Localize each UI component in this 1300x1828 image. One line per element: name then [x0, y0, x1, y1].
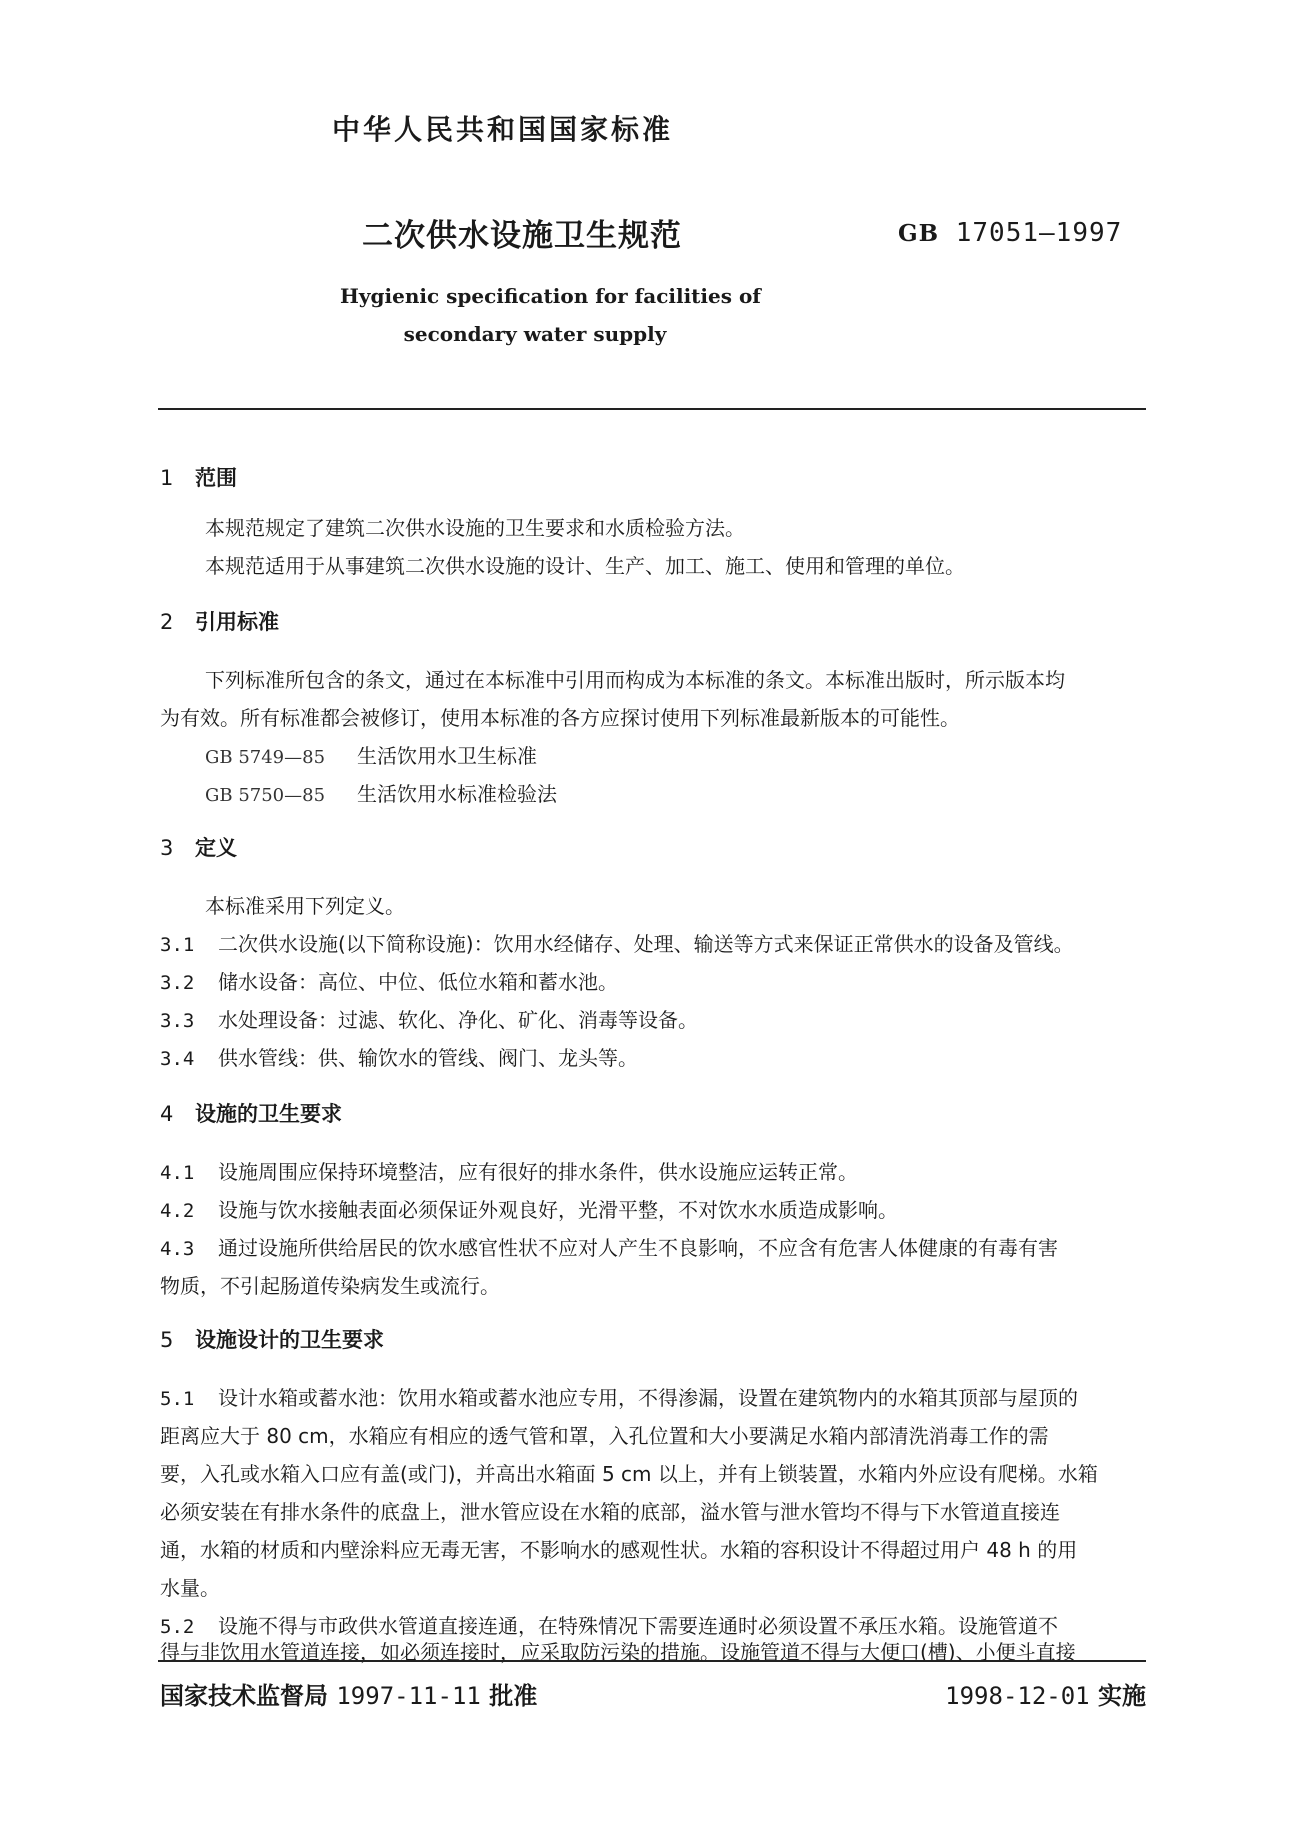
paragraph: 为有效。所有标准都会被修订，使用本标准的各方应探讨使用下列标准最新版本的可能性。 [160, 706, 960, 730]
section-title: 范围 [195, 466, 237, 490]
paragraph-line: 水量。 [160, 1576, 220, 1600]
item-number: 4.2 [160, 1200, 195, 1222]
section-title: 设施的卫生要求 [195, 1102, 342, 1126]
footer-effective [945, 1676, 1146, 1711]
document-code [898, 218, 1122, 248]
item-number: 3.2 [160, 972, 195, 994]
paragraph: 本标准采用下列定义。 [205, 894, 405, 918]
section-heading-3 [160, 832, 237, 862]
section-heading-2 [160, 606, 279, 636]
english-title-line1: Hygienic specification for facilities of [340, 284, 761, 308]
section-heading-1 [160, 462, 237, 492]
reference-item [205, 740, 537, 769]
approve-date: 1997-11-11 [336, 1682, 481, 1710]
item-text: 水处理设备：过滤、软化、净化、矿化、消毒等设备。 [218, 1008, 698, 1032]
section-title: 引用标准 [195, 610, 279, 634]
item-text: 供水管线：供、输饮水的管线、阀门、龙头等。 [218, 1046, 638, 1070]
section-title: 定义 [195, 836, 237, 860]
item-text: 通过设施所供给居民的饮水感官性状不应对人产生不良影响，不应含有危害人体健康的有毒有害 [218, 1236, 1058, 1260]
section-title: 设施设计的卫生要求 [195, 1328, 384, 1352]
requirement-item [160, 1232, 1058, 1261]
paragraph: 本规范适用于从事建筑二次供水设施的设计、生产、加工、施工、使用和管理的单位。 [205, 554, 965, 578]
paragraph-line: 要，入孔或水箱入口应有盖(或门)，并高出水箱面 5 cm 以上，并有上锁装置，水箱内外应设有爬梯。水箱 [160, 1462, 1098, 1486]
section-number: 4 [160, 1102, 174, 1126]
paragraph: 本规范规定了建筑二次供水设施的卫生要求和水质检验方法。 [205, 516, 745, 540]
paragraph-continuation: 物质，不引起肠道传染病发生或流行。 [160, 1274, 500, 1298]
section-heading-4 [160, 1098, 342, 1128]
item-text: 设施与饮水接触表面必须保证外观良好，光滑平整，不对饮水水质造成影响。 [218, 1198, 898, 1222]
definition-item [160, 1042, 638, 1071]
item-number: 5.2 [160, 1616, 195, 1638]
item-text: 储水设备：高位、中位、低位水箱和蓄水池。 [218, 970, 618, 994]
approve-label: 批准 [489, 1682, 538, 1710]
code-number: 17051—1997 [955, 218, 1123, 248]
english-title-line2: secondary water supply [403, 322, 667, 346]
section-number: 3 [160, 836, 174, 860]
paragraph-line: 通，水箱的材质和内壁涂料应无毒无害，不影响水的感观性状。水箱的容积设计不得超过用户 48 h 的用 [160, 1538, 1078, 1562]
requirement-item [160, 1156, 858, 1185]
item-number: 3.4 [160, 1048, 195, 1070]
effective-label: 实施 [1098, 1682, 1146, 1710]
item-text: 设施不得与市政供水管道直接连通，在特殊情况下需要连通时必须设置不承压水箱。设施管道不 [218, 1614, 1058, 1638]
code-prefix: GB [898, 220, 940, 247]
item-text: 设计水箱或蓄水池：饮用水箱或蓄水池应专用，不得渗漏，设置在建筑物内的水箱其顶部与屋顶的 [218, 1386, 1078, 1410]
item-text: 二次供水设施(以下简称设施)：饮用水经储存、处理、输送等方式来保证正常供水的设备及管线。 [218, 932, 1074, 956]
paragraph: 下列标准所包含的条文，通过在本标准中引用而构成为本标准的条文。本标准出版时，所示版本均 [205, 668, 1065, 692]
paragraph-line: 得与非饮用水管道连接，如必须连接时，应采取防污染的措施。设施管道不得与大便口(槽)、小便斗直接 [160, 1640, 1076, 1664]
reference-name: 生活饮用水卫生标准 [357, 744, 537, 768]
effective-date: 1998-12-01 [945, 1682, 1090, 1710]
issuer: 国家技术监督局 [160, 1682, 328, 1710]
item-number: 4.3 [160, 1238, 195, 1260]
paragraph-line: 必须安装在有排水条件的底盘上，泄水管应设在水箱的底部，溢水管与泄水管均不得与下水管道直接连 [160, 1500, 1060, 1524]
footer-approval [160, 1676, 537, 1711]
item-text: 设施周围应保持环境整洁，应有很好的排水条件，供水设施应运转正常。 [218, 1160, 858, 1184]
document-title: 二次供水设施卫生规范 [362, 218, 682, 254]
header-divider [158, 408, 1146, 410]
standard-type-heading: 中华人民共和国国家标准 [332, 113, 674, 146]
footer-divider [158, 1660, 1146, 1662]
item-number: 5.1 [160, 1388, 195, 1410]
paragraph-line: 距离应大于 80 cm，水箱应有相应的透气管和罩，入孔位置和大小要满足水箱内部清洗消毒工作的需 [160, 1424, 1049, 1448]
section-number: 2 [160, 610, 174, 634]
reference-name: 生活饮用水标准检验法 [357, 782, 557, 806]
definition-item [160, 966, 618, 995]
section-heading-5 [160, 1324, 384, 1354]
definition-item [160, 928, 1074, 957]
item-number: 3.3 [160, 1010, 195, 1032]
section-number: 5 [160, 1328, 174, 1352]
requirement-item [160, 1382, 1078, 1411]
requirement-item [160, 1194, 898, 1223]
requirement-item [160, 1610, 1058, 1639]
reference-code: GB 5750—85 [205, 785, 326, 806]
section-number: 1 [160, 466, 174, 490]
item-number: 4.1 [160, 1162, 195, 1184]
reference-code: GB 5749—85 [205, 747, 326, 768]
reference-item [205, 778, 557, 807]
item-number: 3.1 [160, 934, 195, 956]
definition-item [160, 1004, 698, 1033]
